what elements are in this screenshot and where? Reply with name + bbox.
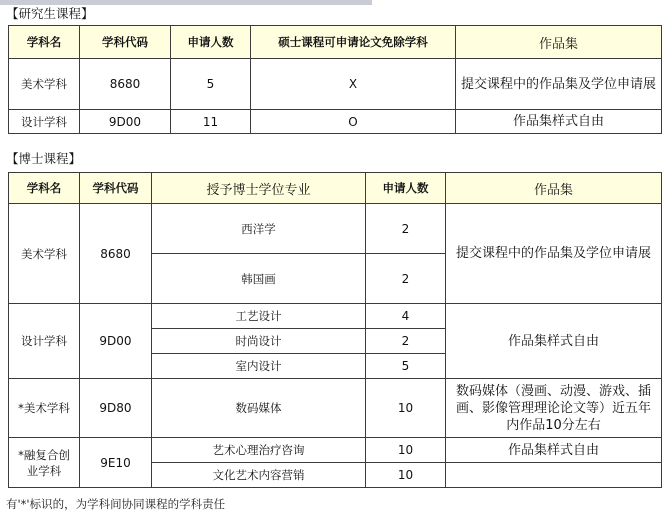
header-code: 学科代码 (80, 173, 152, 204)
apply-count: 2 (366, 204, 446, 254)
subject-name: *融复合创业学科 (9, 438, 80, 488)
subject-code: 9D00 (80, 304, 152, 379)
portfolio-text: 作品集样式自由 (446, 438, 662, 463)
apply-count: 11 (171, 110, 251, 134)
subject-name: *美术学科 (9, 379, 80, 438)
exempt-mark: X (251, 59, 456, 110)
header-portfolio: 作品集 (446, 173, 662, 204)
table-row (9, 59, 662, 110)
portfolio-text: 作品集样式自由 (456, 110, 662, 134)
header-code: 学科代码 (80, 26, 171, 59)
subject-code: 9D80 (80, 379, 152, 438)
major-name: 室内设计 (152, 354, 366, 379)
header-major: 授予博士学位专业 (152, 173, 366, 204)
subject-name: 设计学科 (9, 304, 80, 379)
exempt-mark: O (251, 110, 456, 134)
table-row (9, 379, 662, 438)
major-name: 西洋学 (152, 204, 366, 254)
portfolio-text: 提交课程中的作品集及学位申请展 (456, 59, 662, 110)
apply-count: 4 (366, 304, 446, 329)
apply-count: 10 (366, 438, 446, 463)
doctoral-table (8, 172, 662, 488)
header-subject: 学科名 (9, 173, 80, 204)
subject-name: 美术学科 (9, 59, 80, 110)
header-count: 申请人数 (366, 173, 446, 204)
subject-name: 美术学科 (9, 204, 80, 304)
subject-code: 8680 (80, 204, 152, 304)
table-row (9, 438, 662, 463)
apply-count: 5 (366, 354, 446, 379)
portfolio-text: 作品集样式自由 (446, 304, 662, 379)
subject-name: 设计学科 (9, 110, 80, 134)
graduate-table (8, 25, 662, 134)
header-exempt: 硕士课程可申请论文免除学科 (251, 26, 456, 59)
apply-count: 10 (366, 463, 446, 488)
major-name: 工艺设计 (152, 304, 366, 329)
graduate-heading: 【研究生课程】 (6, 6, 94, 21)
major-name: 时尚设计 (152, 329, 366, 354)
footnote: 有'*'标识的，为学科间协同课程的学科责任 (6, 497, 226, 511)
major-name: 艺术心理治疗咨询 (152, 438, 366, 463)
graduate-header-row (9, 26, 662, 59)
header-count: 申请人数 (171, 26, 251, 59)
header-subject: 学科名 (9, 26, 80, 59)
major-name: 文化艺术内容营销 (152, 463, 366, 488)
table-row (9, 204, 662, 254)
portfolio-text (446, 463, 662, 488)
table-row (9, 304, 662, 329)
header-portfolio: 作品集 (456, 26, 662, 59)
apply-count: 10 (366, 379, 446, 438)
portfolio-text: 数码媒体（漫画、动漫、游戏、插画、影像管理理论论文等）近五年内作品10分左右 (446, 379, 662, 438)
top-scroll-bar (0, 0, 372, 5)
apply-count: 5 (171, 59, 251, 110)
table-row (9, 110, 662, 134)
subject-code: 9D00 (80, 110, 171, 134)
doctoral-header-row (9, 173, 662, 204)
doctoral-heading: 【博士课程】 (6, 151, 82, 166)
subject-code: 8680 (80, 59, 171, 110)
subject-code: 9E10 (80, 438, 152, 488)
major-name: 数码媒体 (152, 379, 366, 438)
portfolio-text: 提交课程中的作品集及学位申请展 (446, 204, 662, 304)
major-name: 韩国画 (152, 254, 366, 304)
apply-count: 2 (366, 254, 446, 304)
apply-count: 2 (366, 329, 446, 354)
